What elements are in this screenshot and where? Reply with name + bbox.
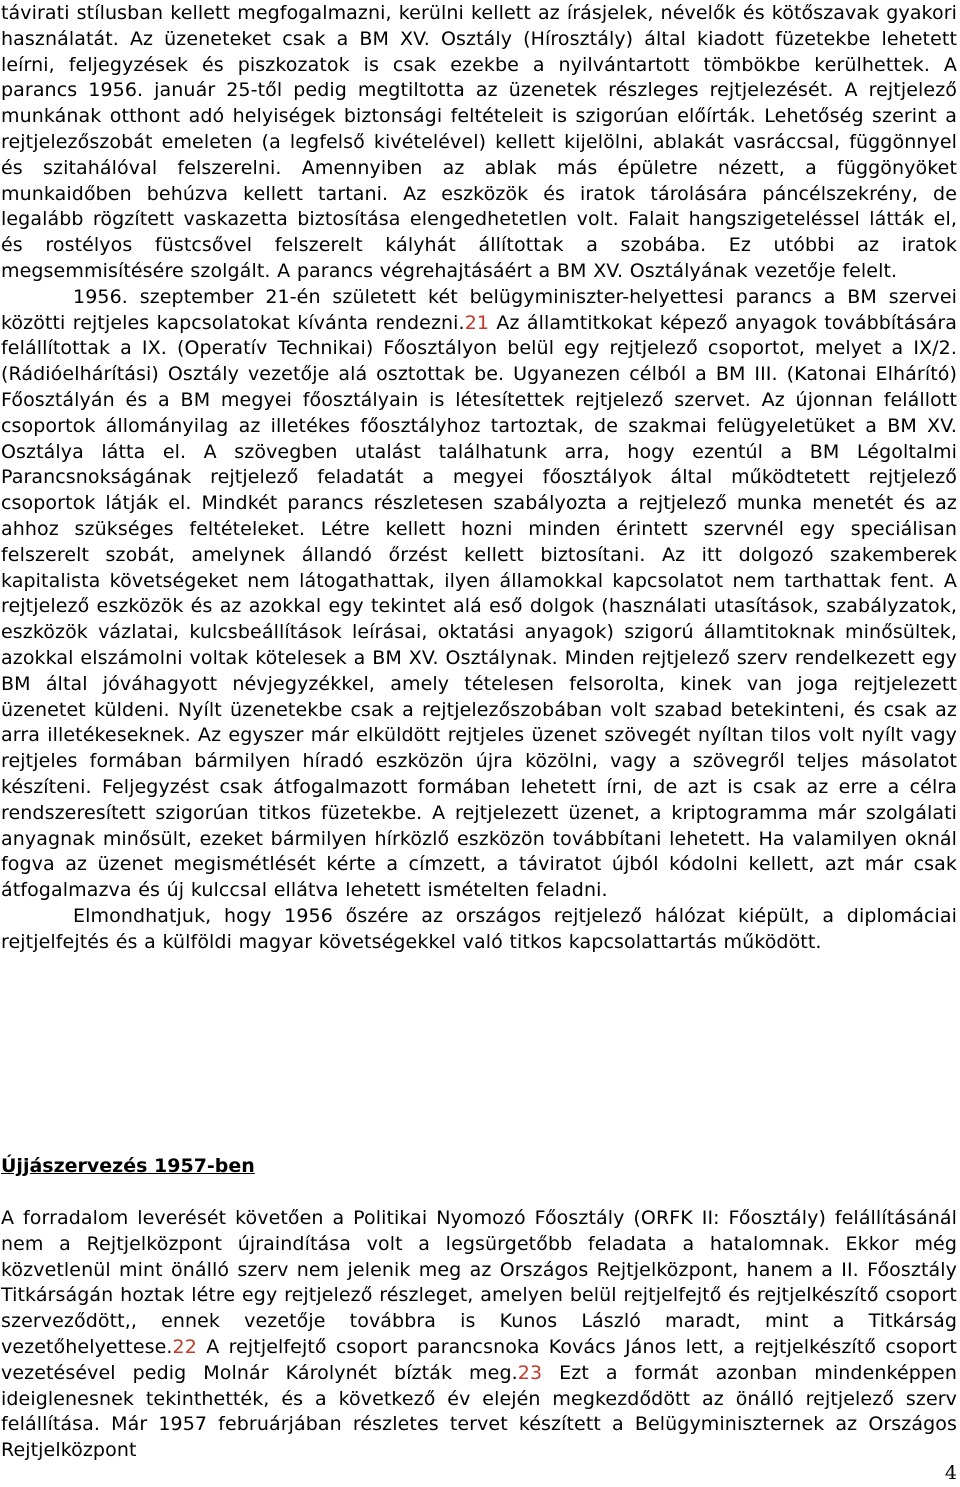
- paragraph: [1, 285, 957, 904]
- paragraph-text: A forradalom leverését követően a Politikai Nyomozó Főosztály (ORFK II: Főosztály) felállításánál nem a Rejtjelközpont újraindítása volt a legsürgetőbb feladata a hatalomnak. Ekkor még közvetlenül mint önálló szerv nem jelenik meg az Országos Rejtjelközpont, hanem a II. Főosztály Titkárságán hoztak létre egy rejtjelező részleget, amelyen belül rejtjelfejtő és rejtjelkészítő csoport szerveződött,, ennek vezetője továbbra is Kunos László maradt, mint a Titkárság vezetőhelyettese.: [1, 1207, 957, 1358]
- paragraph-text: Ezt a formát azonban mindenképpen ideiglenesnek tekinthették, és a következő év elején megkezdődött az önálló rejtjelező szerv felállítása. Már 1957 februárjában részletes tervet készített a Belügyminiszternek az Országos Rejtjelközpont: [1, 1361, 957, 1462]
- paragraph-text: távirati stílusban kellett megfogalmazni, kerülni kellett az írásjelek, névelők és kötőszavak gyakori használatát. Az üzeneteket csak a BM XV. Osztály (Hírosztály) által kiadott füzetekbe lehetett leírni, feljegyzések és piszkozatok is csak ezekbe a nyilvántartott tömbökbe kerülhettek. A parancs 1956. január 25-től pedig megtiltotta az üzenetek részleges rejtjelezését. A rejtjelező munkának otthont adó helyiségek biztonsági feltételeit is szigorúan előírták. Lehetőség szerint a rejtjelezőszobát emeleten (a legfelső kivételével) kellett kijelölni, ablakát vasráccsal, függönnyel és szitahálóval felszerelni. Amennyiben az ablak más épületre nézett, a függönyöket munkaidőben behúzva kellett tartani. Az eszközök és iratok tárolására páncélszekrény, de legalább rögzített vaskazetta biztosítása elengedhetetlen volt. Falait hangszigeteléssel látták el, és rostélyos füstcsővel felszerelt kályhát állítottak a szobába. Ez utóbbi az iratok megsemmisítésére szolgált. A parancs végrehajtásáért a BM XV. Osztályának vezetője felelt.: [1, 2, 957, 282]
- page-number: 4: [944, 1462, 957, 1485]
- paragraph-text: A rejtjelfejtő csoport parancsnoka Kovács János lett, a rejtjelkészítő csoport vezetésével pedig Molnár Károlynét bízták meg.: [1, 1335, 957, 1384]
- paragraph: [1, 1, 957, 285]
- footnote-ref[interactable]: 23: [517, 1361, 543, 1384]
- footnote-ref[interactable]: 22: [172, 1335, 197, 1358]
- paragraph: [1, 904, 957, 956]
- paragraph-text: 1956. szeptember 21-én született két belügyminiszter-helyettesi parancs a BM szervei közötti rejtjeles kapcsolatokat kívánta rendezni.: [1, 285, 957, 334]
- paragraph: [1, 1206, 957, 1464]
- paragraph-text: Elmondhatjuk, hogy 1956 őszére az országos rejtjelező hálózat kiépült, a diplomáciai rejtjelfejtés és a külföldi magyar követségekkel való titkos kapcsolattartás működött.: [1, 904, 957, 953]
- paragraph-text: Az államtitkokat képező anyagok továbbítására felállítottak a IX. (Operatív Technikai) Főosztályon belül egy rejtjelező csoportot, melyet a IX/2. (Rádióelhárítási) Osztály vezetője alá osztottak be. Ugyanezen célból a BM III. (Katonai Elhárító) Főosztályán és a BM megyei főosztályain is létesítettek rejtjelező szervet. Az újonnan felállott csoportok állományilag az illetékes főosztályhoz tartoztak, de szakmai felügyeletüket a BM XV. Osztálya látta el. A szövegben utalást találhatunk arra, hogy ezentúl a BM Légoltalmi Parancsnokságának rejtjelező feladatát a megyei főosztályok által működtetett rejtjelező csoportok látják el. Mindkét parancs részletesen szabályozta a rejtjelező munka menetét és az ahhoz szükséges feltételeket. Létre kellett hozni minden érintett szervnél egy speciálisan felszerelt szobát, amelynek állandó őrzést kellett biztosítani. Az itt dolgozó szakemberek kapitalista követségeket nem látogathattak, ilyen államokkal kapcsolatot nem tarthattak fent. A rejtjelező eszközök és az azokkal egy tekintet alá eső dolgok (használati utasítások, szabályzatok, eszközök vázlatai, kulcsbeállítások leírásai, oktatási anyagok) szigorú államtitoknak minősültek, azokkal elszámolni voltak kötelesek a BM XV. Osztálynak. Minden rejtjelező szerv rendelkezett egy BM által jóváhagyott névjegyzékkel, amely tételesen felsorolta, kinek van joga rejtjelezett üzenetet küldeni. Nyílt üzenetekbe csak a rejtjelezőszobában volt szabad betekinteni, és csak az arra illetékeseknek. Az egyszer már elküldött rejtjeles üzenet szövegét nyíltan tilos volt nyílt vagy rejtjeles formában bármilyen híradó eszközön újra közölni, vagy a szövegről teljes másolatot készíteni. Feljegyzést csak átfogalmazott formában lehetett írni, de azt is csak az erre a célra rendszeresített szigorúan titkos füzetekbe. A rejtjelezett üzenet, a kriptogramma már szolgálati anyagnak minősült, ezeket bármilyen hírközlő eszközön továbbítani lehetett. Ha valamilyen oknál fogva az üzenet megismétlését kérte a címzett, a táviratot újból kódolni kellett, azt már csak átfogalmazva és új kulccsal ellátva lehetett ismételten feladni.: [1, 311, 957, 902]
- body-text-bottom: [1, 1206, 957, 1464]
- body-text-top: [1, 1, 957, 955]
- footnote-ref[interactable]: 21: [464, 311, 490, 334]
- section-heading: Újjászervezés 1957-ben: [1, 1155, 255, 1177]
